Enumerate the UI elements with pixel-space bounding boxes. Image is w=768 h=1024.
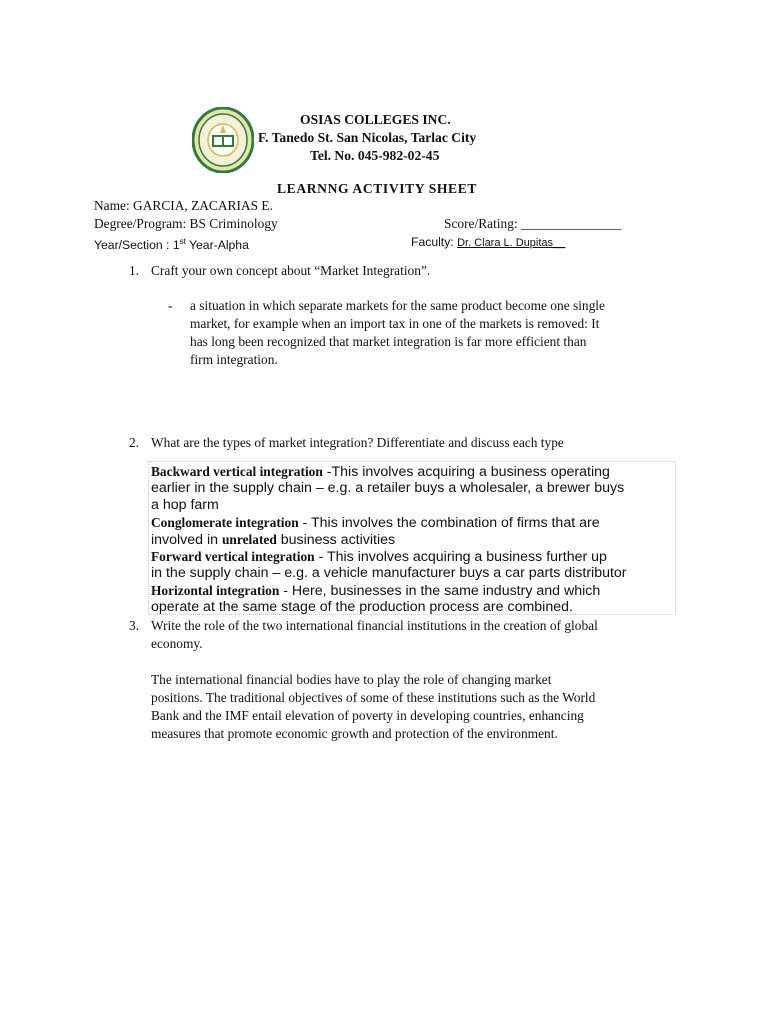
year-value: Year-Alpha bbox=[185, 238, 249, 253]
q1-answer-line: market, for example when an import tax in one of the markets is removed: It bbox=[190, 316, 600, 331]
score-blank: _______________ bbox=[520, 216, 622, 231]
backward-integration-term: Backward vertical integration bbox=[151, 464, 323, 479]
q2-number: 2. bbox=[129, 435, 140, 450]
score-label: Score/Rating: bbox=[444, 216, 521, 231]
forward-integration-term: Forward vertical integration bbox=[151, 549, 315, 564]
conglomerate-text-c: business activities bbox=[276, 532, 396, 548]
q1-number: 1. bbox=[129, 263, 140, 278]
degree-program: Degree/Program: BS Criminology bbox=[94, 216, 278, 231]
q1-answer-line: firm integration. bbox=[190, 352, 278, 367]
faculty-label: Faculty: bbox=[411, 235, 458, 249]
q3-answer-line: measures that promote economic growth and protection of the environment. bbox=[151, 726, 558, 741]
score-rating bbox=[444, 215, 621, 233]
q1-question: Craft your own concept about “Market Integration”. bbox=[151, 263, 431, 278]
conglomerate-integration-line bbox=[151, 531, 395, 549]
sheet-title: LEARNNG ACTIVITY SHEET bbox=[277, 181, 478, 196]
backward-integration-text: -This involves acquiring a business operating bbox=[322, 464, 610, 480]
backward-integration-line: a hop farm bbox=[151, 497, 219, 513]
q3-question-line: economy. bbox=[151, 636, 203, 651]
institution-address: F. Tanedo St. San Nicolas, Tarlac City bbox=[258, 130, 477, 145]
backward-integration-line bbox=[151, 463, 610, 481]
year-section bbox=[94, 233, 249, 254]
horizontal-integration-line bbox=[151, 582, 600, 600]
forward-integration-line bbox=[151, 548, 607, 566]
horizontal-integration-term: Horizontal integration bbox=[151, 583, 280, 598]
q1-bullet: - bbox=[168, 298, 173, 313]
q3-answer-line: The international financial bodies have to play the role of changing market bbox=[151, 672, 552, 687]
unrelated-emphasis: unrelated bbox=[221, 532, 277, 547]
q3-number: 3. bbox=[129, 618, 140, 633]
forward-integration-text: - This involves acquiring a business further up bbox=[314, 549, 607, 565]
conglomerate-integration-line bbox=[151, 514, 600, 532]
faculty bbox=[411, 233, 565, 252]
year-label: Year/Section : 1 bbox=[94, 238, 180, 253]
horizontal-integration-text: - Here, businesses in the same industry and which bbox=[279, 583, 601, 599]
year-superscript: st bbox=[179, 237, 186, 246]
backward-integration-line: earlier in the supply chain – e.g. a retailer buys a wholesaler, a brewer buys bbox=[151, 480, 625, 496]
institution-phone: Tel. No. 045-982-02-45 bbox=[310, 148, 440, 163]
institution-name: OSIAS COLLEGES INC. bbox=[300, 112, 451, 127]
forward-integration-line: in the supply chain – e.g. a vehicle manufacturer buys a car parts distributor bbox=[151, 565, 627, 581]
horizontal-integration-line: operate at the same stage of the production process are combined. bbox=[151, 599, 573, 615]
conglomerate-integration-text: - This involves the combination of firms that are bbox=[298, 515, 600, 531]
q3-answer-line: positions. The traditional objectives of some of these institutions such as the World bbox=[151, 690, 596, 705]
q3-question-line: Write the role of the two international financial institutions in the creation of global bbox=[151, 618, 598, 633]
q1-answer-line: a situation in which separate markets for the same product become one single bbox=[190, 298, 605, 313]
conglomerate-text-a: involved in bbox=[151, 532, 222, 548]
q3-answer-line: Bank and the IMF entail elevation of poverty in developing countries, enhancing bbox=[151, 708, 584, 723]
faculty-value: Dr. Clara L. Dupitas__ bbox=[457, 237, 566, 249]
college-seal-logo bbox=[192, 107, 254, 173]
student-name: Name: GARCIA, ZACARIAS E. bbox=[94, 198, 273, 213]
conglomerate-integration-term: Conglomerate integration bbox=[151, 515, 299, 530]
q2-question: What are the types of market integration? Differentiate and discuss each type bbox=[151, 435, 564, 450]
q1-answer-line: has long been recognized that market integration is far more efficient than bbox=[190, 334, 587, 349]
